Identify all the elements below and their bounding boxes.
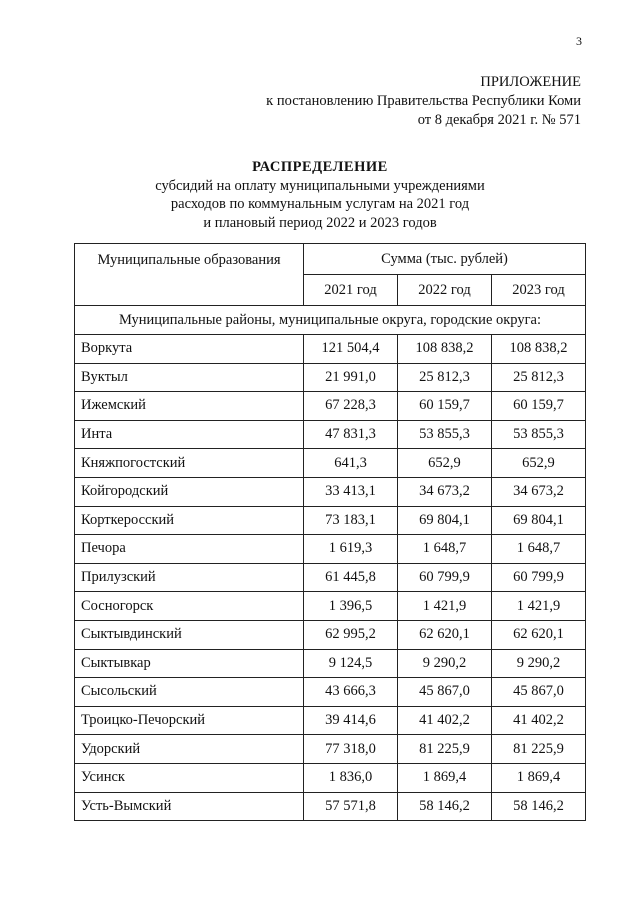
municipality-name: Усть-Вымский [75, 792, 304, 821]
value-2022: 1 421,9 [398, 592, 492, 621]
value-2021: 43 666,3 [304, 678, 398, 707]
value-2022: 9 290,2 [398, 649, 492, 678]
value-2022: 58 146,2 [398, 792, 492, 821]
value-2022: 25 812,3 [398, 363, 492, 392]
value-2023: 60 159,7 [491, 392, 585, 421]
heading-line-1: субсидий на оплату муниципальными учреждениями [155, 177, 485, 194]
value-2022: 60 159,7 [398, 392, 492, 421]
value-2023: 1 869,4 [491, 763, 585, 792]
value-2021: 33 413,1 [304, 477, 398, 506]
value-2021: 73 183,1 [304, 506, 398, 535]
municipality-name: Троицко-Печорский [75, 706, 304, 735]
value-2022: 62 620,1 [398, 620, 492, 649]
header-year-2022: 2022 год [398, 275, 492, 306]
page-number: 3 [576, 34, 582, 48]
value-2022: 41 402,2 [398, 706, 492, 735]
value-2023: 58 146,2 [491, 792, 585, 821]
value-2023: 9 290,2 [491, 649, 585, 678]
value-2023: 41 402,2 [491, 706, 585, 735]
municipality-name: Сосногорск [75, 592, 304, 621]
value-2021: 9 124,5 [304, 649, 398, 678]
value-2023: 652,9 [491, 449, 585, 478]
table-row [75, 535, 586, 564]
value-2022: 34 673,2 [398, 477, 492, 506]
table-row [75, 678, 586, 707]
municipality-name: Сыктывкар [75, 649, 304, 678]
value-2023: 45 867,0 [491, 678, 585, 707]
value-2021: 21 991,0 [304, 363, 398, 392]
value-2022: 45 867,0 [398, 678, 492, 707]
value-2022: 108 838,2 [398, 335, 492, 364]
municipality-name: Инта [75, 420, 304, 449]
municipality-name: Печора [75, 535, 304, 564]
heading-line-2: расходов по коммунальным услугам на 2021 год [170, 196, 470, 212]
value-2021: 67 228,3 [304, 392, 398, 421]
table-row [75, 592, 586, 621]
table-row [75, 335, 586, 364]
header-municipality: Муниципальные образования [75, 244, 304, 306]
municipality-name: Сысольский [75, 678, 304, 707]
table-row [75, 563, 586, 592]
municipality-name: Удорский [75, 735, 304, 764]
table-row [75, 363, 586, 392]
document-heading [0, 158, 640, 232]
value-2023: 69 804,1 [491, 506, 585, 535]
municipality-name: Койгородский [75, 477, 304, 506]
header-year-2023: 2023 год [491, 275, 585, 306]
table-row [75, 477, 586, 506]
municipality-name: Усинск [75, 763, 304, 792]
municipality-name: Прилузский [75, 563, 304, 592]
value-2021: 61 445,8 [304, 563, 398, 592]
table-row [75, 763, 586, 792]
table-row [75, 506, 586, 535]
value-2021: 47 831,3 [304, 420, 398, 449]
municipality-name: Вуктыл [75, 363, 304, 392]
value-2023: 34 673,2 [491, 477, 585, 506]
table-row [75, 392, 586, 421]
value-2022: 53 855,3 [398, 420, 492, 449]
value-2023: 1 421,9 [491, 592, 585, 621]
value-2021: 1 619,3 [304, 535, 398, 564]
appendix-title: ПРИЛОЖЕНИЕ [480, 74, 581, 90]
heading-line-3: и плановый период 2022 и 2023 годов [203, 214, 437, 231]
appendix-block [266, 73, 581, 130]
municipality-name: Корткеросский [75, 506, 304, 535]
value-2022: 652,9 [398, 449, 492, 478]
appendix-resolution: к постановлению Правительства Республики Коми [266, 93, 581, 109]
value-2023: 1 648,7 [491, 535, 585, 564]
value-2021: 1 836,0 [304, 763, 398, 792]
table-row [75, 735, 586, 764]
table-row [75, 706, 586, 735]
municipality-name: Воркута [75, 335, 304, 364]
value-2021: 62 995,2 [304, 620, 398, 649]
table-row [75, 649, 586, 678]
value-2022: 60 799,9 [398, 563, 492, 592]
municipality-name: Сыктывдинский [75, 620, 304, 649]
table-row [75, 420, 586, 449]
municipality-name: Княжпогостский [75, 449, 304, 478]
table-row [75, 792, 586, 821]
distribution-table [74, 243, 586, 821]
value-2021: 77 318,0 [304, 735, 398, 764]
value-2023: 60 799,9 [491, 563, 585, 592]
value-2023: 25 812,3 [491, 363, 585, 392]
header-sum: Сумма (тыс. рублей) [304, 244, 586, 275]
value-2021: 1 396,5 [304, 592, 398, 621]
value-2021: 121 504,4 [304, 335, 398, 364]
header-year-2021: 2021 год [304, 275, 398, 306]
value-2022: 1 648,7 [398, 535, 492, 564]
municipality-name: Ижемский [75, 392, 304, 421]
value-2021: 641,3 [304, 449, 398, 478]
value-2023: 108 838,2 [491, 335, 585, 364]
value-2021: 57 571,8 [304, 792, 398, 821]
value-2023: 53 855,3 [491, 420, 585, 449]
appendix-date: от 8 декабря 2021 г. № 571 [417, 112, 581, 128]
table-row [75, 620, 586, 649]
value-2021: 39 414,6 [304, 706, 398, 735]
group-label: Муниципальные районы, муниципальные округа, городские округа: [75, 306, 586, 335]
value-2023: 81 225,9 [491, 735, 585, 764]
value-2022: 81 225,9 [398, 735, 492, 764]
document-title: РАСПРЕДЕЛЕНИЕ [252, 159, 388, 175]
table-row [75, 449, 586, 478]
value-2022: 1 869,4 [398, 763, 492, 792]
value-2023: 62 620,1 [491, 620, 585, 649]
value-2022: 69 804,1 [398, 506, 492, 535]
